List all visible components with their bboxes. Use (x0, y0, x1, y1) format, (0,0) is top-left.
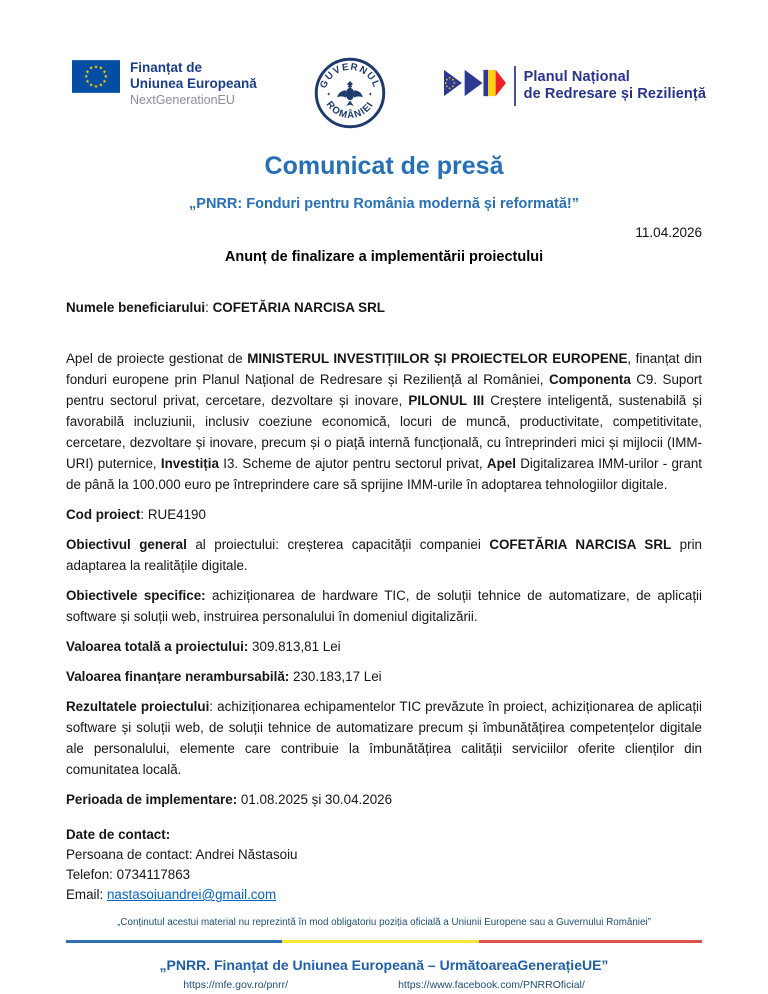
paragraph-obiective-specifice: Obiectivele specifice: achiziționarea de hardware TIC, de soluții tehnice de automatizare, de aplicații software și soluții web, instruirea personalului în domeniul digitalizării. (66, 588, 703, 624)
tricolor-red-segment (479, 940, 702, 943)
svg-text:★: ★ (88, 65, 94, 72)
paragraph-apel-proiecte: Apel de proiecte gestionat de MINISTERUL INVESTIȚIILOR ȘI PROIECTELOR EUROPENE, finanțat din fonduri europene prin Planul Național de Redresare și Reziliență al României, Componenta C9. Suport pentru sectorul privat, cercetare, dezvoltare și inovare, PILONUL III Creștere inteligentă, sustenabilă și favorabilă incluziunii, inclusiv coeziune economică, locuri de muncă, productivitate, competitivitate, cercetare, dezvoltare și inovare, precum și o piață internă funcțională, cu întreprinderi mici și mijlocii (IMM-URI) puternice, Investiția I3. Scheme de ajutor pentru sectorul privat, Apel Digitalizarea IMM-urilor - grant de până la 100.000 euro pe întreprindere care să sprijine IMM-urile în adoptarea tehnologiilor digitale. (66, 351, 703, 492)
pnrr-logo-line2: de Redresare și Reziliență (523, 85, 706, 102)
pnrr-logo-divider (514, 66, 516, 106)
tricolor-yellow-segment (282, 940, 479, 943)
document-date: 11.04.2026 (635, 225, 702, 240)
pnrr-logo (444, 62, 706, 109)
contact-phone: Telefon: 0734117863 (66, 867, 191, 882)
contact-email-label: Email: (66, 887, 107, 902)
svg-text:★: ★ (98, 82, 104, 89)
eu-logo-line1: Finanțat de (130, 60, 203, 75)
disclaimer-text: „Conținutul acestui material nu reprezintă în mod obligatoriu poziția oficială a Uniunii Europene sau a Guvernului României” (117, 917, 651, 928)
svg-text:★: ★ (85, 69, 90, 76)
svg-text:✦: ✦ (326, 92, 332, 99)
contact-heading: Date de contact: (66, 827, 171, 842)
pnrr-logo-line1: Planul Național (523, 68, 630, 85)
eu-logo-text (130, 60, 257, 109)
pnrr-arrows-icon (444, 62, 506, 109)
pnrr-footer-statement: „PNRR. Finanțat de Uniunea Europeană – UrmătoareaGenerațieUE” (159, 957, 609, 973)
facebook-link[interactable]: https://www.facebook.com/PNRROficial/ (398, 979, 585, 991)
svg-text:★: ★ (103, 74, 109, 81)
pnrr-logo-text (524, 69, 706, 103)
svg-text:★: ★ (93, 84, 99, 91)
footer-links (0, 979, 768, 991)
svg-text:✦: ✦ (368, 92, 373, 99)
svg-text:★: ★ (102, 79, 107, 86)
svg-text:ROMÂNIEI: ROMÂNIEI (324, 99, 377, 122)
paragraph-perioada: Perioada de implementare: 01.08.2025 și 30.04.2026 (66, 792, 393, 807)
eu-flag-icon (72, 60, 120, 98)
page-subtitle: „PNRR: Fonduri pentru România modernă și reformată!” (189, 196, 579, 212)
paragraph-obiectiv-general: Obiectivul general al proiectului: creșterea capacității companiei COFETĂRIA NARCISA SRL prin adaptarea la realitățile digitale. (66, 537, 702, 573)
contact-section (0, 825, 768, 905)
paragraph-cod-proiect: Cod proiect: RUE4190 (66, 507, 206, 522)
paragraph-valoare-totala: Valoarea totală a proiectului: 309.813,81 Lei (66, 639, 341, 654)
svg-text:★: ★ (88, 82, 94, 89)
tricolor-blue-segment (66, 940, 282, 943)
svg-text:GUVERNUL: GUVERNUL (318, 61, 383, 91)
eu-logo-line2: Uniunea Europeană (130, 76, 257, 91)
svg-text:★: ★ (98, 65, 104, 72)
svg-text:★: ★ (85, 79, 90, 86)
page-title: Comunicat de presă (264, 152, 504, 180)
logo-header (0, 0, 768, 136)
paragraph-rezultate: Rezultatele proiectului: achiziționarea echipamentelor TIC prevăzute în proiect, achiziționarea de aplicații software și soluții web, de soluții tehnice de automatizare precum și îmbunătățirea competențelor digitale ale personalului, elemente care contribuie la îmbunătățirea calității serviciilor oferite clienților din comunitatea locală. (66, 699, 702, 777)
paragraph-valoare-nerambursabila: Valoarea finanțare nerambursabilă: 230.183,17 Lei (66, 669, 382, 684)
contact-person: Persoana de contact: Andrei Năstasoiu (66, 847, 298, 862)
svg-text:★: ★ (83, 74, 89, 81)
contact-email-line (66, 885, 702, 905)
romanian-government-seal-icon (313, 56, 387, 135)
svg-text:★: ★ (93, 64, 99, 71)
announcement-heading: Anunț de finalizare a implementării proiectului (224, 249, 544, 265)
eu-funding-logo (72, 60, 257, 109)
mfe-link[interactable]: https://mfe.gov.ro/pnrr/ (183, 979, 289, 991)
eu-logo-line3: NextGenerationEU (130, 93, 235, 107)
document-body (0, 297, 768, 810)
romanian-tricolor-divider (66, 940, 702, 943)
contact-email-link[interactable]: nastasoiuandrei@gmail.com (106, 887, 277, 902)
paragraph-beneficiar: Numele beneficiarului: COFETĂRIA NARCISA SRL (66, 300, 385, 315)
page-footer (0, 917, 768, 991)
svg-text:★: ★ (102, 69, 107, 76)
